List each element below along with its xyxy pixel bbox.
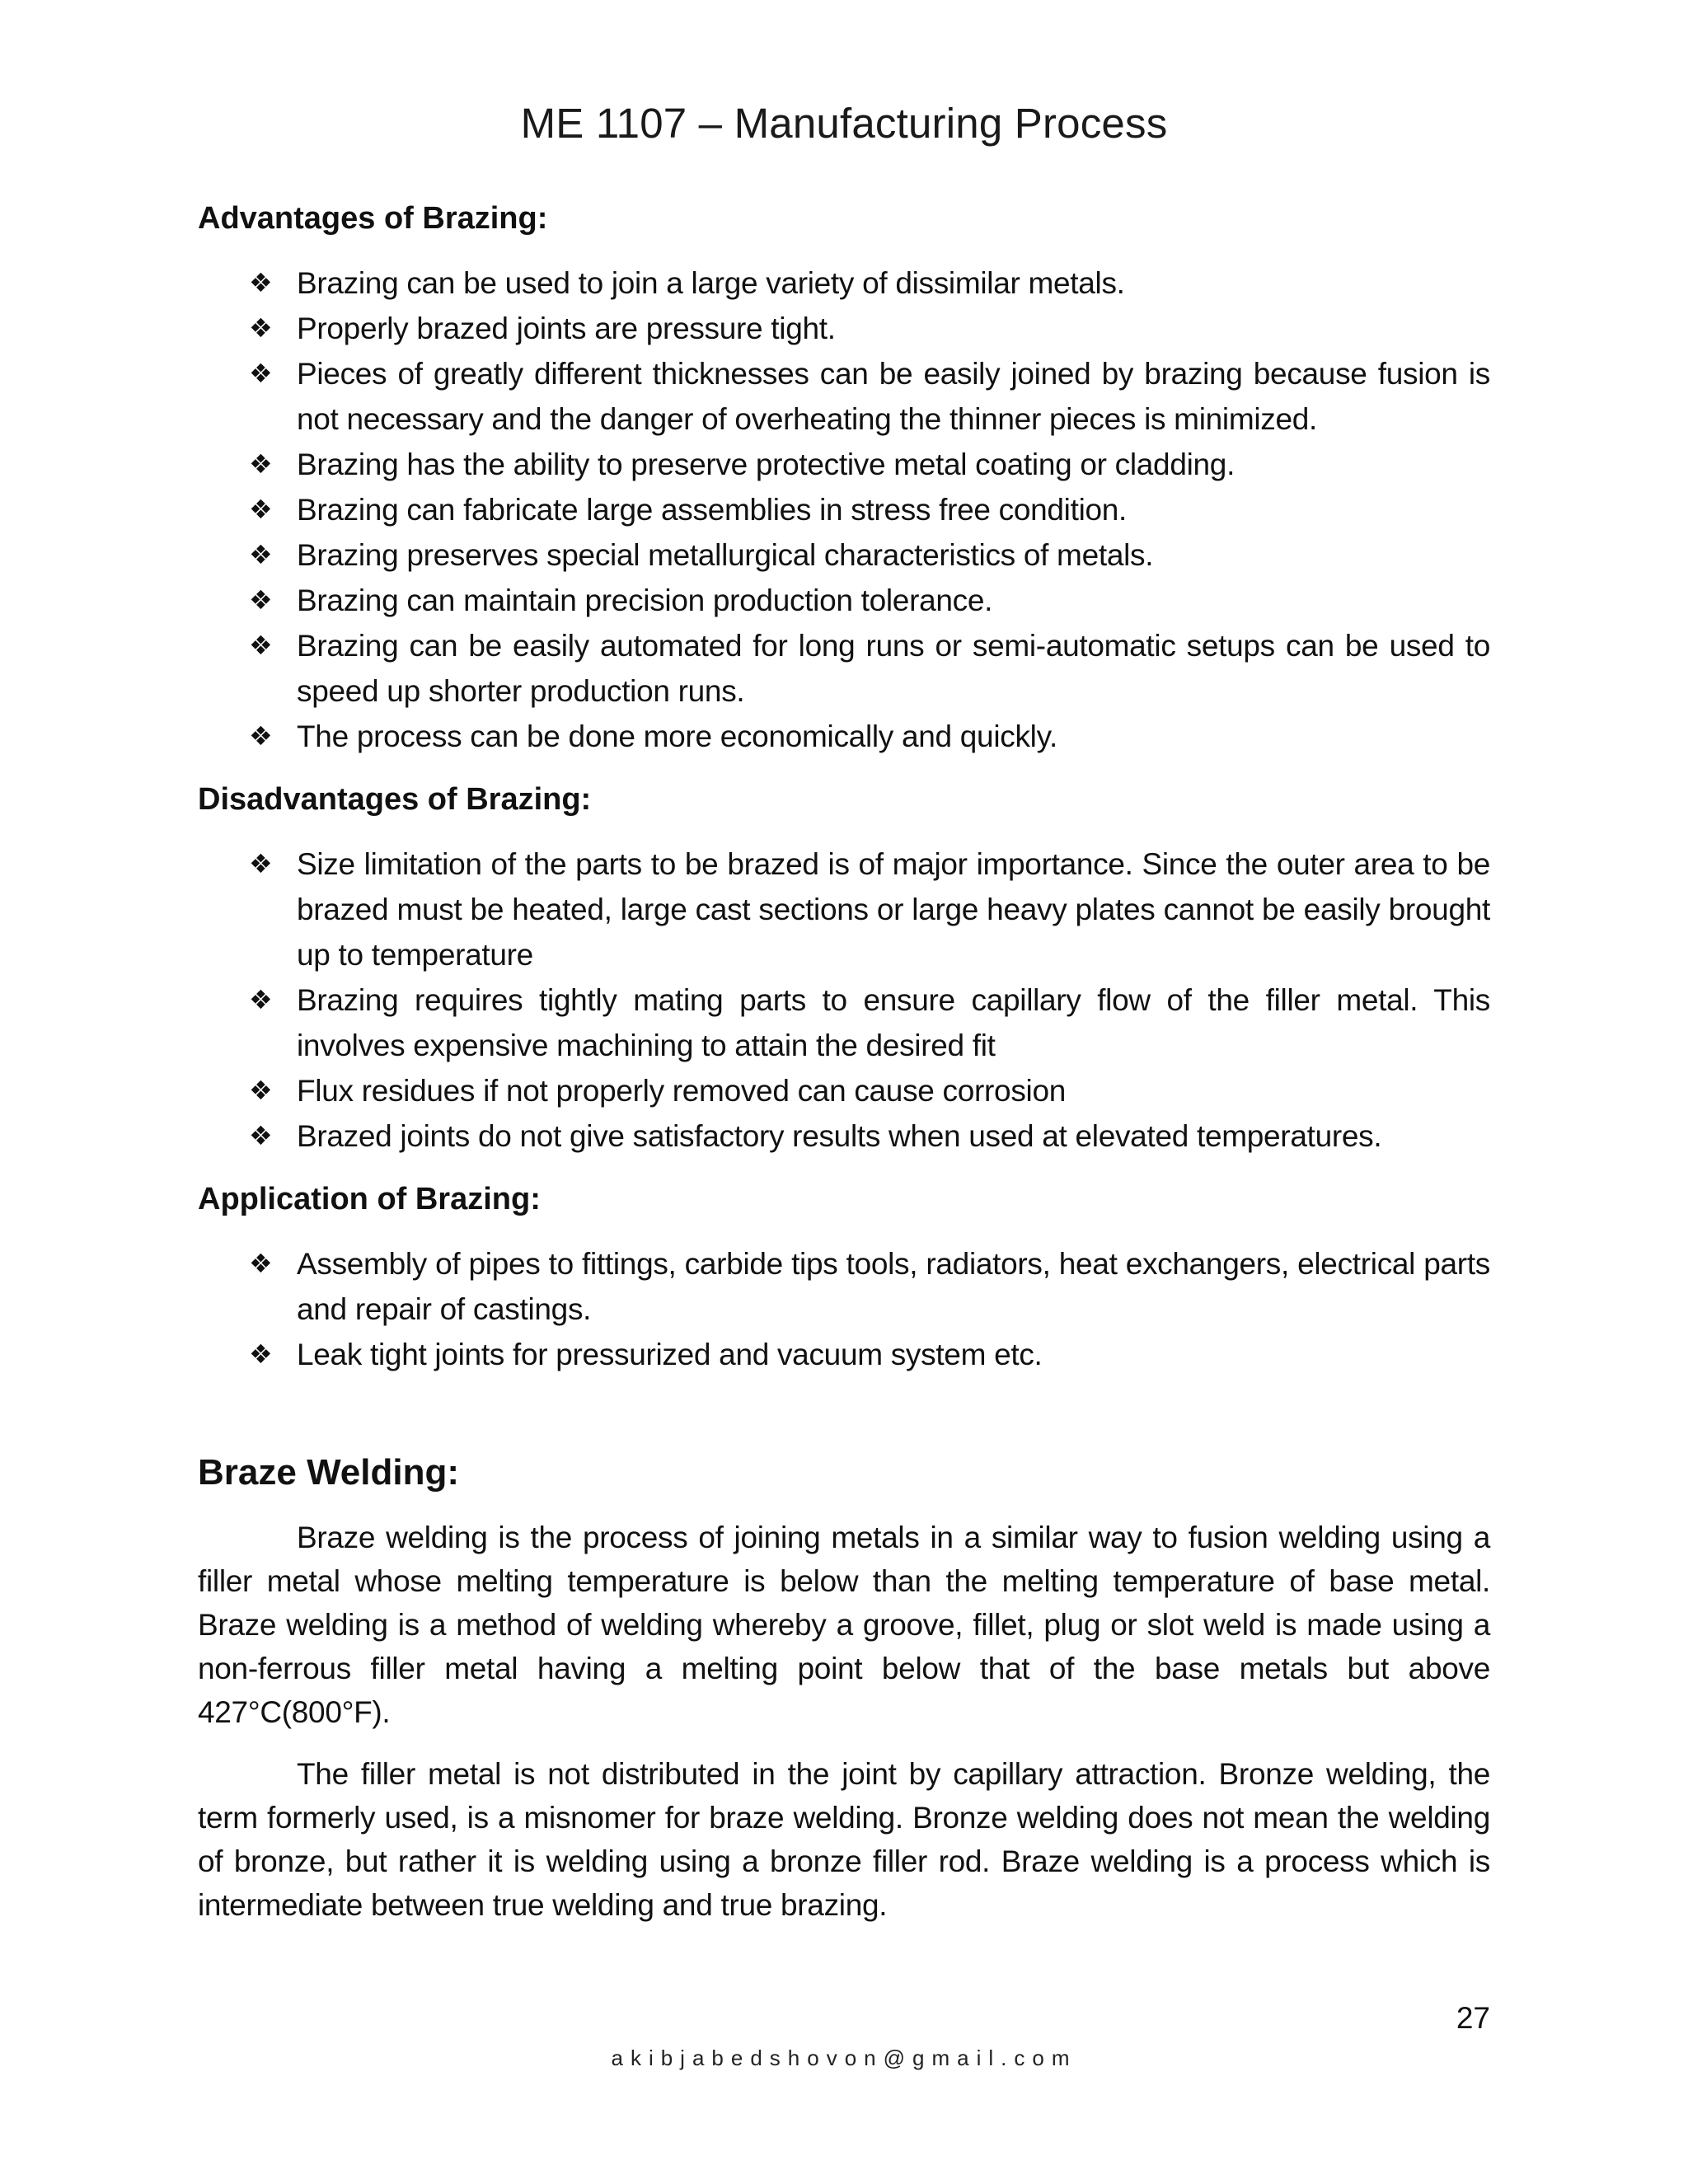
list-item <box>249 351 1490 442</box>
four-diamond-bullet-icon: ❖ <box>249 985 273 1015</box>
list-item-text: Brazing can be easily automated for long runs or semi-automatic setups can be used to speed up shorter production runs. <box>297 629 1490 708</box>
list-item-text: Brazed joints do not give satisfactory results when used at elevated temperatures. <box>297 1119 1382 1153</box>
paragraph: The filler metal is not distributed in the joint by capillary attraction. Bronze welding, the term formerly used, is a misnomer for braze welding. Bronze welding does not mean the welding of bronze, but rather it is welding using a bronze filler rod. Braze welding is a process which is intermediate between true welding and true brazing. <box>198 1757 1490 1922</box>
applications-list <box>198 1241 1490 1377</box>
list-item-text: Properly brazed joints are pressure tight. <box>297 312 836 345</box>
list-item <box>249 977 1490 1068</box>
list-item-text: Flux residues if not properly removed can cause corrosion <box>297 1074 1067 1108</box>
four-diamond-bullet-icon: ❖ <box>249 630 273 660</box>
advantages-heading: Advantages of Brazing: <box>198 201 548 236</box>
list-item-text: Brazing can fabricate large assemblies in stress free condition. <box>297 493 1128 527</box>
list-item <box>249 306 1490 351</box>
four-diamond-bullet-icon: ❖ <box>249 1339 273 1369</box>
page-title: ME 1107 – Manufacturing Process <box>520 100 1168 147</box>
list-item <box>249 442 1490 487</box>
list-item <box>249 1241 1490 1332</box>
four-diamond-bullet-icon: ❖ <box>249 494 273 524</box>
advantages-list <box>198 260 1490 759</box>
list-item-text: The process can be done more economically and quickly. <box>297 719 1058 753</box>
four-diamond-bullet-icon: ❖ <box>249 359 273 388</box>
disadvantages-list <box>198 841 1490 1159</box>
list-item <box>249 532 1490 578</box>
four-diamond-bullet-icon: ❖ <box>249 449 273 479</box>
section-spacer <box>198 1395 1490 1448</box>
document-body <box>198 196 1490 1927</box>
list-item <box>249 1113 1490 1159</box>
braze-welding-heading: Braze Welding: <box>198 1452 460 1493</box>
list-item <box>249 1068 1490 1113</box>
four-diamond-bullet-icon: ❖ <box>249 849 273 879</box>
list-item <box>249 578 1490 623</box>
four-diamond-bullet-icon: ❖ <box>249 1121 273 1151</box>
paragraph: Braze welding is the process of joining metals in a similar way to fusion welding using a filler metal whose melting temperature is below than the melting temperature of base metal. Braze welding is a method of welding whereby a groove, fillet, plug or slot weld is made using a non-ferrous filler metal having a melting point below that of the base metals but above 427°C(800°F). <box>198 1521 1490 1729</box>
list-item <box>249 714 1490 759</box>
disadvantages-heading: Disadvantages of Brazing: <box>198 782 592 817</box>
page-number: 27 <box>1456 2001 1490 2035</box>
applications-heading: Application of Brazing: <box>198 1182 541 1216</box>
list-item-text: Size limitation of the parts to be brazed is of major importance. Since the outer area to be brazed must be heated, large cast sections or large heavy plates cannot be easily brought up to temperature <box>297 847 1490 972</box>
list-item-text: Brazing has the ability to preserve protective metal coating or cladding. <box>297 448 1236 481</box>
list-item <box>249 841 1490 977</box>
list-item-text: Brazing preserves special metallurgical characteristics of metals. <box>297 538 1154 572</box>
list-item-text: Brazing can maintain precision production tolerance. <box>297 583 993 617</box>
list-item-text: Pieces of greatly different thicknesses can be easily joined by brazing because fusion is not necessary and the danger of overheating the thinner pieces is minimized. <box>297 357 1490 436</box>
footer-email: akibjabedshovon@gmail.com <box>611 2046 1077 2070</box>
four-diamond-bullet-icon: ❖ <box>249 268 273 298</box>
list-item-text: Brazing can be used to join a large variety of dissimilar metals. <box>297 266 1125 300</box>
four-diamond-bullet-icon: ❖ <box>249 540 273 569</box>
list-item <box>249 1332 1490 1377</box>
list-item <box>249 260 1490 306</box>
four-diamond-bullet-icon: ❖ <box>249 313 273 343</box>
list-item-text: Brazing requires tightly mating parts to ensure capillary flow of the filler metal. This involves expensive machining to attain the desired fit <box>297 983 1490 1062</box>
four-diamond-bullet-icon: ❖ <box>249 585 273 615</box>
list-item <box>249 487 1490 532</box>
list-item <box>249 623 1490 714</box>
four-diamond-bullet-icon: ❖ <box>249 1249 273 1278</box>
list-item-text: Assembly of pipes to fittings, carbide tips tools, radiators, heat exchangers, electrical parts and repair of castings. <box>297 1247 1490 1326</box>
four-diamond-bullet-icon: ❖ <box>249 721 273 751</box>
four-diamond-bullet-icon: ❖ <box>249 1076 273 1105</box>
list-item-text: Leak tight joints for pressurized and vacuum system etc. <box>297 1338 1043 1371</box>
